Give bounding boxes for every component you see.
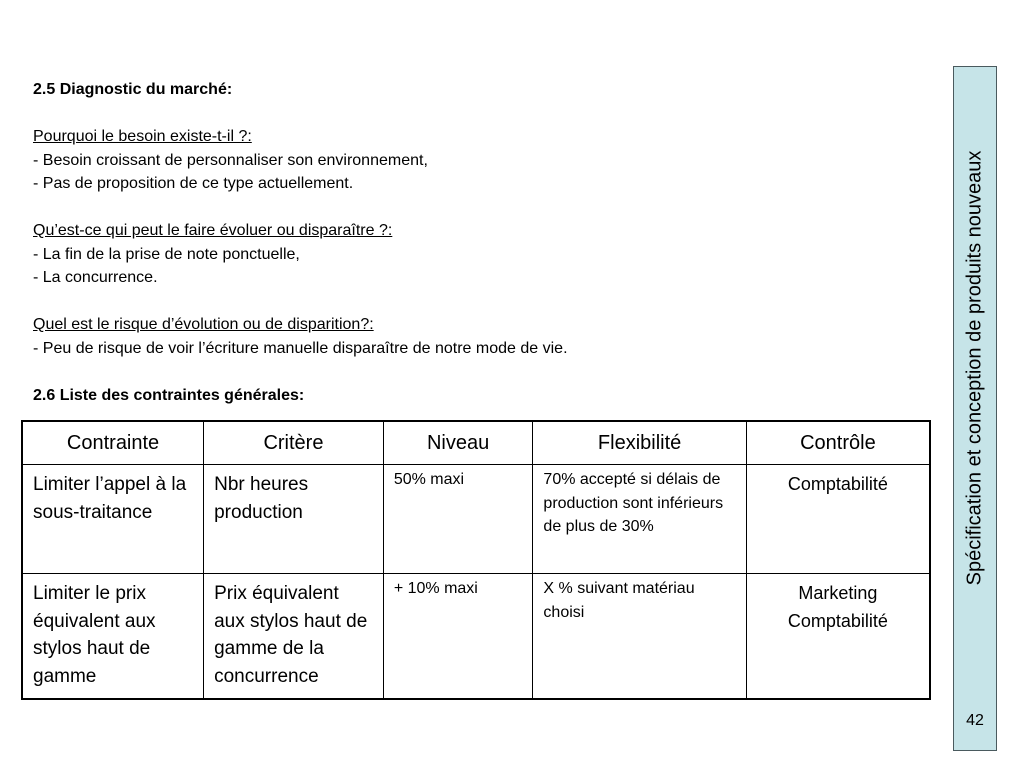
controle-entry: Comptabilité [787, 611, 888, 631]
header-flexibilite: Flexibilité [533, 421, 746, 465]
cell-flexibilite: 70% accepté si délais de production sont inférieurs de plus de 30% [533, 465, 746, 574]
page-number: 42 [966, 712, 984, 729]
table-header-row [22, 421, 930, 465]
cell-critere: Prix équivalent aux stylos haut de gamme de la concurrence [204, 574, 384, 700]
section-heading-diagnostic: 2.5 Diagnostic du marché: [33, 81, 233, 98]
spacer [33, 290, 933, 314]
answer-line: - La fin de la prise de note ponctuelle, [33, 245, 300, 263]
cell-contrainte: Limiter l’appel à la sous-traitance [22, 465, 204, 574]
slide-body [33, 78, 933, 407]
cell-controle [746, 465, 930, 574]
answer-line: - Peu de risque de voir l’écriture manuelle disparaître de notre mode de vie. [33, 339, 568, 357]
header-controle: Contrôle [746, 421, 930, 465]
controle-entry: Comptabilité [787, 474, 888, 494]
cell-contrainte: Limiter le prix équivalent aux stylos haut de gamme [22, 574, 204, 700]
spacer [33, 360, 933, 384]
spacer [33, 196, 933, 220]
section-heading-constraints: 2.6 Liste des contraintes générales: [33, 386, 305, 404]
table-row [22, 574, 930, 700]
controle-entry: Marketing [798, 583, 878, 603]
header-contrainte: Contrainte [22, 421, 204, 465]
sidebar-banner [953, 66, 997, 751]
answer-line: - Besoin croissant de personnaliser son environnement, [33, 151, 428, 169]
question-why-need: Pourquoi le besoin existe-t-il ?: [33, 128, 252, 145]
header-niveau: Niveau [383, 421, 533, 465]
spacer [33, 102, 933, 126]
question-evolution: Qu’est-ce qui peut le faire évoluer ou disparaître ?: [33, 222, 393, 239]
answer-line: - Pas de proposition de ce type actuellement. [33, 175, 354, 192]
cell-flexibilite: X % suivant matériau choisi [533, 574, 746, 700]
answer-line: - La concurrence. [33, 269, 158, 286]
sidebar-title: Spécification et conception de produits nouveaux [963, 150, 986, 585]
table-row [22, 465, 930, 574]
question-risk: Quel est le risque d’évolution ou de disparition?: [33, 316, 374, 333]
cell-controle [746, 574, 930, 700]
cell-niveau: 50% maxi [383, 465, 533, 574]
cell-critere: Nbr heures production [204, 465, 384, 574]
header-critere: Critère [204, 421, 384, 465]
constraints-table [21, 420, 931, 700]
cell-niveau: + 10% maxi [383, 574, 533, 700]
